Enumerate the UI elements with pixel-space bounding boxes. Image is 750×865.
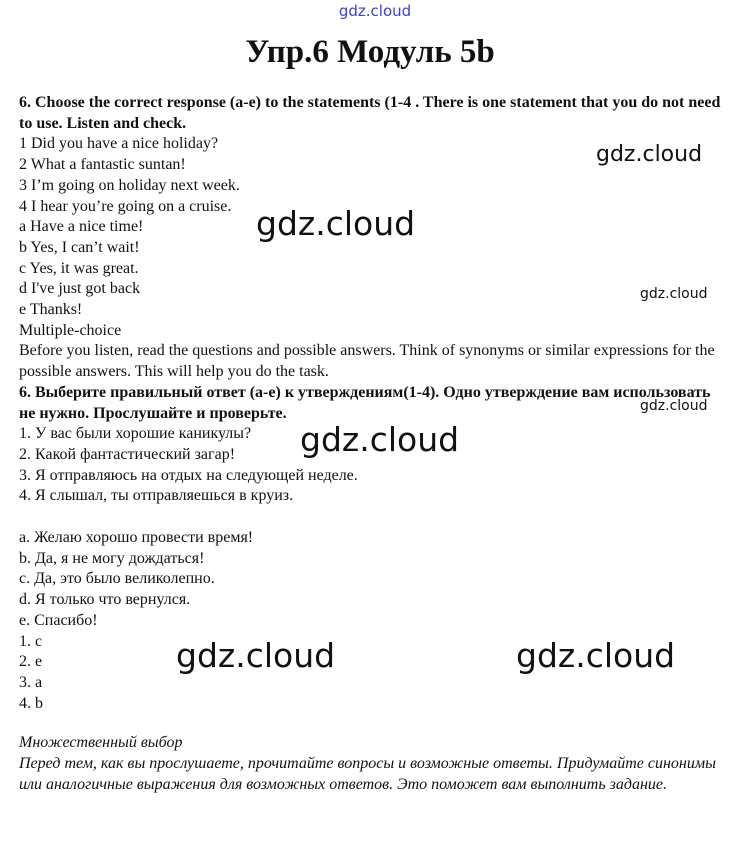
answer-1: 1. c [19, 632, 43, 650]
answer-3: 3. a [19, 673, 43, 691]
english-response-c: c Yes, it was great. [19, 259, 139, 277]
spacer [19, 507, 729, 528]
russian-response-d: d. Я только что вернулся. [19, 591, 191, 609]
watermark: gdz.cloud [300, 420, 460, 459]
watermark: gdz.cloud [640, 286, 708, 302]
english-response-d: d I've just got back [19, 280, 141, 298]
english-response-a: a Have a nice time! [19, 218, 144, 236]
watermark: gdz.cloud [516, 636, 676, 675]
english-statement-4: 4 I hear you’re going on a cruise. [19, 197, 232, 215]
russian-tip-heading: Множественный выбор [19, 734, 183, 752]
page-title: Упр.6 Модуль 5b [245, 34, 495, 70]
russian-statement-1: 1. У вас были хорошие каникулы? [19, 425, 252, 443]
russian-response-c: c. Да, это было великолепно. [19, 570, 215, 588]
answer-2: 2. e [19, 653, 43, 671]
russian-instruction: 6. Выберите правильный ответ (a-e) к утверждениям(1-4). Одно утверждение вам использовать не нужно. Прослушайте и проверьте. [19, 383, 711, 422]
russian-tip-text: Перед тем, как вы прослушаете, прочитайте вопросы и возможные ответы. Придумайте синонимы или аналогичные выражения для возможных ответов. Это поможет вам выполнить задание. [19, 755, 716, 793]
russian-response-e: e. Спасибо! [19, 611, 98, 629]
english-statement-2: 2 What a fantastic suntan! [19, 156, 186, 174]
english-statement-3: 3 I’m going on holiday next week. [19, 176, 240, 194]
watermark: gdz.cloud [640, 398, 708, 414]
spacer [19, 714, 729, 733]
english-tip-heading: Multiple-choice [19, 321, 122, 339]
watermark: gdz.cloud [256, 204, 416, 243]
russian-statement-4: 4. Я слышал, ты отправляешься в круиз. [19, 487, 294, 505]
english-response-e: e Thanks! [19, 301, 83, 319]
russian-statement-3: 3. Я отправляюсь на отдых на следующей неделе. [19, 466, 358, 484]
english-response-b: b Yes, I can’t wait! [19, 238, 140, 256]
russian-response-a: a. Желаю хорошо провести время! [19, 529, 254, 547]
watermark: gdz.cloud [176, 636, 336, 675]
english-statement-1: 1 Did you have a nice holiday? [19, 135, 219, 153]
watermark: gdz.cloud [596, 142, 703, 167]
english-tip-text: Before you listen, read the questions and possible answers. Think of synonyms or similar expressions for the possible answers. This will help you do the task. [19, 342, 715, 381]
russian-statement-2: 2. Какой фантастический загар! [19, 445, 236, 463]
answer-4: 4. b [19, 694, 43, 712]
russian-response-b: b. Да, я не могу дождаться! [19, 549, 205, 567]
english-instruction: 6. Choose the correct response (a-e) to the statements (1-4 . There is one statement that you do not need to use. Listen and check. [19, 94, 721, 132]
top-watermark: gdz.cloud [338, 2, 412, 20]
